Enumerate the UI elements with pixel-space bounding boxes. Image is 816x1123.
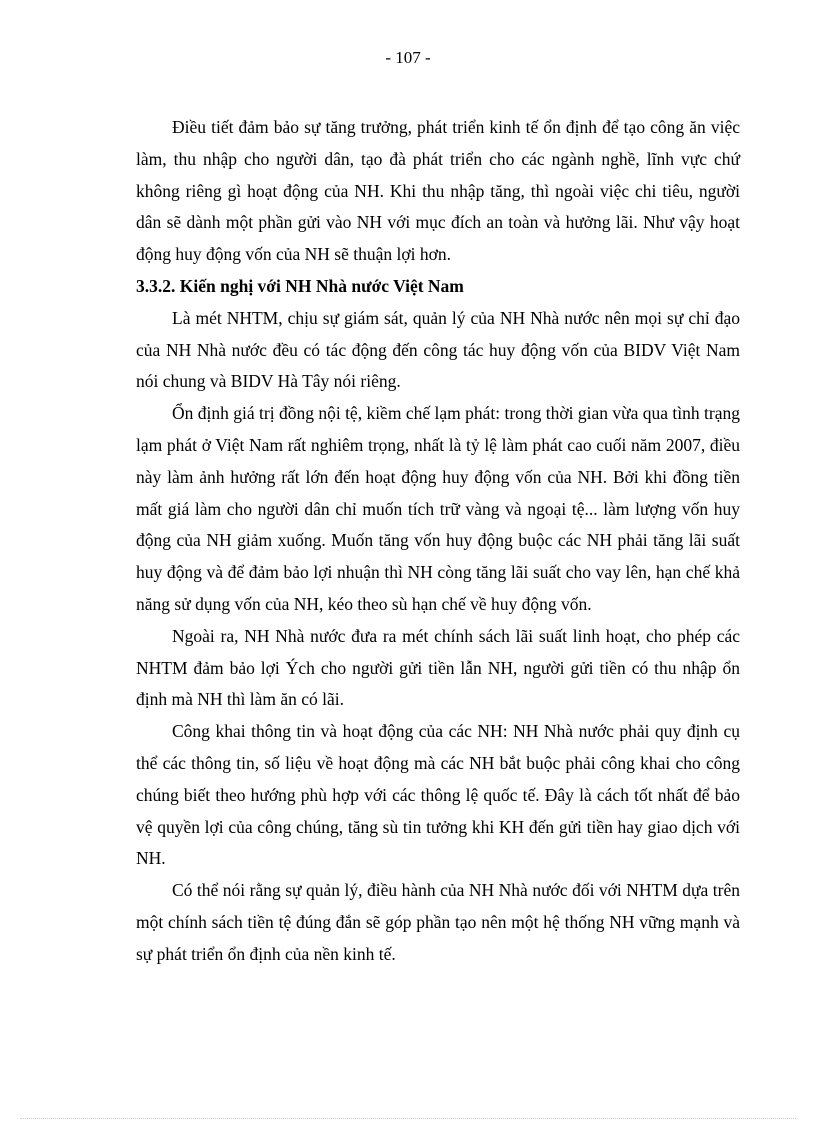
page-bottom-divider — [20, 1118, 796, 1119]
paragraph-inflation-control: Ổn định giá trị đồng nội tệ, kiềm chế lạm phát: trong thời gian vừa qua tình trạng lạm phát ở Việt Nam rất nghiêm trọng, nhất là tỷ lệ làm phát cao cuối năm 2007, điều này làm ảnh hưởng rất lớn đến hoạt động huy động vốn của NH. Bởi khi đồng tiền mất giá làm cho người dân chỉ muốn tích trữ vàng và ngoại tệ... làm lượng vốn huy động của NH giảm xuống. Muốn tăng vốn huy động buộc các NH phải tăng lãi suất huy động và để đảm bảo lợi nhuận thì NH còng tăng lãi suất cho vay lên, hạn chế khả năng sử dụng vốn của NH, kéo theo sù hạn chế về huy động vốn. — [136, 403, 740, 614]
paragraph-economic-stability: Điều tiết đảm bảo sự tăng trưởng, phát triển kinh tế ổn định để tạo công ăn việc làm, thu nhập cho người dân, tạo đà phát triển cho các ngành nghề, lĩnh vực chứ không riêng gì hoạt động của NH. Khi thu nhập tăng, thì ngoài việc chi tiêu, người dân sẽ dành một phần gửi vào NH với mục đích an toàn và hưởng lãi. Như vậy hoạt động huy động vốn của NH sẽ thuận lợi hơn. — [136, 117, 740, 265]
paragraph-interest-policy: Ngoài ra, NH Nhà nước đưa ra mét chính sách lãi suất linh hoạt, cho phép các NHTM đảm bảo lợi Ých cho người gửi tiền lẫn NH, người gửi tiền có thu nhập ổn định mà NH thì làm ăn có lãi. — [136, 625, 740, 710]
section-heading: 3.3.2. Kiến nghị với NH Nhà nước Việt Nam — [136, 275, 464, 296]
paragraph-state-bank-supervision: Là mét NHTM, chịu sự giám sát, quản lý của NH Nhà nước nên mọi sự chỉ đạo của NH Nhà nước đều có tác động đến công tác huy động vốn của BIDV Việt Nam nói chung và BIDV Hà Tây nói riêng. — [136, 307, 740, 392]
document-body — [136, 112, 740, 971]
paragraph-information-disclosure: Công khai thông tin và hoạt động của các NH: NH Nhà nước phải quy định cụ thể các thông tin, số liệu về hoạt động mà các NH bắt buộc phải công khai cho công chúng biết theo hướng phù hợp với các thông lệ quốc tế. Đây là cách tốt nhất để bảo vệ quyền lợi của công chúng, tăng sù tin tưởng khi KH đến gửi tiền hay giao dịch với NH. — [136, 721, 740, 869]
paragraph-conclusion: Có thể nói rằng sự quản lý, điều hành của NH Nhà nước đối với NHTM dựa trên một chính sách tiền tệ đúng đắn sẽ góp phần tạo nên một hệ thống NH vững mạnh và sự phát triển ổn định của nền kinh tế. — [136, 880, 740, 964]
page-number: - 107 - — [385, 48, 431, 67]
